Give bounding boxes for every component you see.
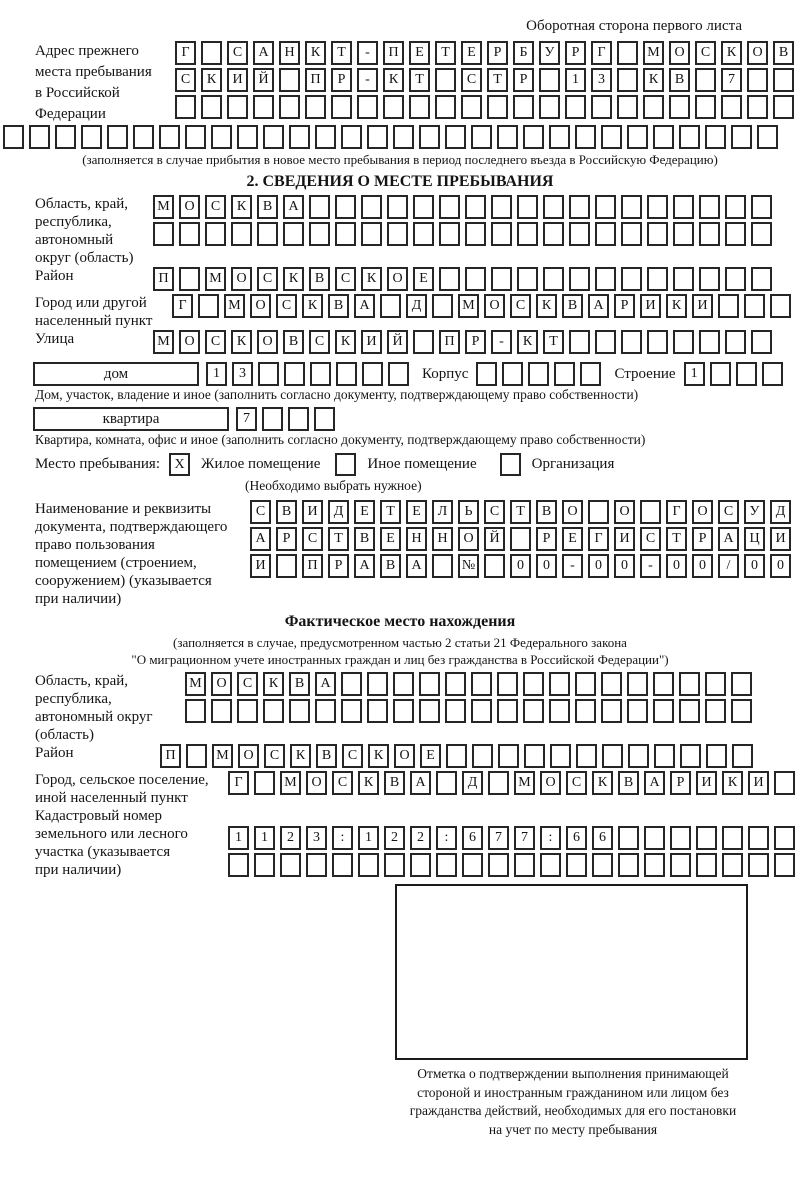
other-premises-label: Иное помещение <box>367 456 477 472</box>
district-grid-row: П М О С К В С К О Е <box>153 267 777 291</box>
actual-location-note-2: "О миграционном учете иностранных граждан и лиц без гражданства в Российской Федерации") <box>131 652 669 667</box>
street-grid-row: М О С К О В С К И Й П Р - К Т <box>153 330 777 354</box>
actual-district-block <box>35 744 800 771</box>
actual-region-block <box>35 672 800 744</box>
actual-city-grid-row: Г М О С К В А Д М О С К В А Р И К И <box>228 771 800 795</box>
korpus-grid <box>476 362 606 386</box>
stroenie-grid: 1 <box>684 362 788 386</box>
document-block <box>35 500 800 608</box>
actual-city-block <box>35 771 800 807</box>
region-label: Область, край, республика, автономный округ (область) <box>35 196 134 266</box>
prev-address-grid-row-1: Г С А Н К Т - П Е Т Е Р Б У Р Г М О С К О В <box>175 41 799 65</box>
cadastre-grid-row-2 <box>228 853 800 877</box>
region-block <box>35 195 800 267</box>
actual-region-grid-row-1: М О С К В А <box>185 672 757 696</box>
stay-option-residential <box>169 453 320 476</box>
stay-type-label: Место пребывания: <box>35 456 160 472</box>
region-grid-row-1: М О С К В А <box>153 195 777 219</box>
prev-address-grid-row-2: С К И Й П Р - К Т С Т Р 1 3 К В 7 <box>175 68 799 92</box>
apartment-row <box>33 407 800 431</box>
actual-region-label: Область, край, республика, автономный округ (область) <box>35 673 153 743</box>
document-grid-row-2: А Р С Т В Е Н Н О Й Р Е Г И С Т Р А Ц И <box>250 527 796 551</box>
apartment-type-box: квартира <box>33 407 229 431</box>
other-premises-checkbox <box>335 453 356 476</box>
house-type-box: дом <box>33 362 199 386</box>
prev-address-block <box>35 41 800 125</box>
cadastre-block <box>35 807 800 880</box>
prev-address-label: Адрес прежнего места пребывания в Российской Федерации <box>35 43 152 122</box>
actual-region-grid-row-2 <box>185 699 757 723</box>
sheet-side-note: Оборотная сторона первого листа <box>526 18 742 34</box>
district-label: Район <box>35 268 74 284</box>
actual-location-title: Фактическое место нахождения <box>284 613 516 630</box>
actual-district-grid-row: П М О С К В С К О Е <box>160 744 758 768</box>
cadastre-label: Кадастровый номер земельного или лесного участка (указывается при наличии) <box>35 808 188 878</box>
prev-address-grid-row-4 <box>3 125 800 149</box>
organization-label: Организация <box>531 456 615 472</box>
residential-checkbox: X <box>169 453 190 476</box>
house-caption: Дом, участок, владение и иное (заполнить согласно документу, подтверждающему право собственности) <box>35 387 639 402</box>
korpus-label: Корпус <box>422 366 469 382</box>
document-grid-row-1: С В И Д Е Т Е Л Ь С Т В О О Г О С У Д <box>250 500 796 524</box>
stay-type-note: (Необходимо выбрать нужное) <box>245 478 422 493</box>
actual-city-label: Город, сельское поселение, иной населенный пункт <box>35 772 209 806</box>
cadastre-grid-row-1: 1 1 2 3 : 1 2 2 : 6 7 7 : 6 6 <box>228 826 800 850</box>
apartment-number-grid: 7 <box>236 407 340 431</box>
stay-option-other-premises <box>335 453 476 476</box>
document-grid-row-3: И П Р А В А № 0 0 - 0 0 - 0 0 / 0 0 <box>250 554 796 578</box>
stay-option-organization <box>500 453 615 476</box>
city-grid-row: Г М О С К В А Д М О С К В А Р И К И <box>172 294 796 318</box>
apartment-caption: Квартира, комната, офис и иное (заполнить согласно документу, подтверждающему право собственности) <box>35 432 646 447</box>
city-block <box>35 294 800 330</box>
street-block <box>35 330 800 357</box>
document-label: Наименование и реквизиты документа, подтверждающего право пользования помещением (строением, сооружением) (указывается при наличии) <box>35 501 228 607</box>
prev-address-note: (заполняется в случае прибытия в новое место пребывания в период последнего въезда в Российскую Федерацию) <box>82 152 718 167</box>
actual-location-note-1: (заполняется в случае, предусмотренном частью 2 статьи 21 Федерального закона <box>173 635 627 650</box>
confirmation-stamp-box <box>395 884 748 1060</box>
street-label: Улица <box>35 331 75 347</box>
district-block <box>35 267 800 294</box>
house-row <box>33 362 800 386</box>
prev-address-grid-row-3 <box>175 95 799 119</box>
confirmation-stamp-caption: Отметка о подтверждении выполнения принимающей стороной и иностранным гражданином или лицом без гражданства действий, необходимых для его постановки на учет по месту пребывания <box>409 1066 737 1137</box>
city-label: Город или другой населенный пункт <box>35 295 153 329</box>
actual-district-label: Район <box>35 745 74 761</box>
stroenie-label: Строение <box>614 366 676 382</box>
house-number-grid: 1 3 <box>206 362 414 386</box>
stay-type-row <box>35 453 800 476</box>
section2-title: 2. СВЕДЕНИЯ О МЕСТЕ ПРЕБЫВАНИЯ <box>246 173 554 190</box>
residential-label: Жилое помещение <box>201 456 321 472</box>
organization-checkbox <box>500 453 521 476</box>
region-grid-row-2 <box>153 222 777 246</box>
